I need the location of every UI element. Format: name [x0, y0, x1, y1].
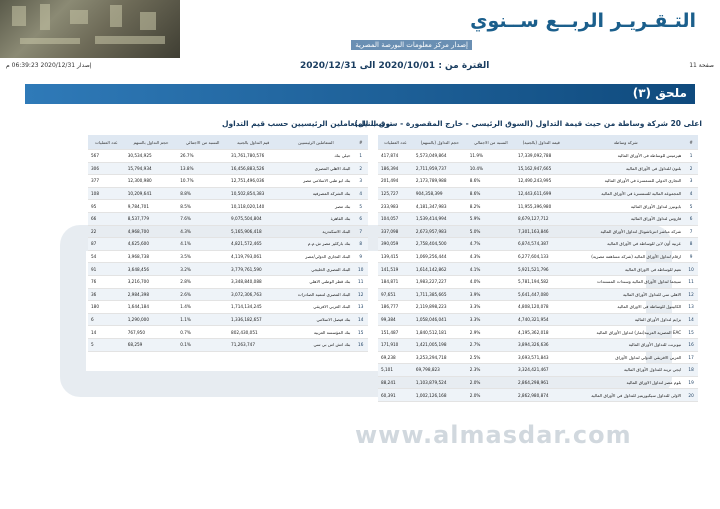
value-cell: 3.5%: [177, 250, 228, 263]
name-cell: بنك فيصل الاسلامي: [278, 313, 353, 326]
column-header: قيمة التداول (بالجنية): [515, 135, 568, 150]
value-cell: 186,777: [378, 301, 413, 314]
value-cell: 1,421,005,198: [413, 338, 467, 351]
rank-cell: 1: [684, 150, 698, 163]
value-cell: 2,673,957,983: [413, 225, 467, 238]
value-cell: 2,984,398: [125, 288, 178, 301]
value-cell: 26.7%: [177, 150, 228, 163]
value-cell: 8.6%: [467, 187, 515, 200]
value-cell: 8.6%: [467, 175, 515, 188]
value-cell: 31,761,780,576: [228, 150, 278, 163]
name-cell: بنك اتش اس بي سي: [278, 338, 353, 351]
rank-cell: 19: [684, 376, 698, 389]
value-cell: 104,057: [378, 212, 413, 225]
value-cell: 1,058,046,041: [413, 313, 467, 326]
rank-cell: 12: [353, 288, 368, 301]
value-cell: 5,781,194,582: [515, 275, 568, 288]
section-bar: [25, 84, 695, 104]
name-cell: بنك الشركة المصرفية: [278, 187, 353, 200]
value-cell: 417,874: [378, 150, 413, 163]
value-cell: 10,502,854,383: [228, 187, 278, 200]
value-cell: 2,711,959,737: [413, 162, 467, 175]
table-row: [378, 364, 698, 377]
table-row: [378, 376, 698, 389]
section-title: ملحق (٣): [632, 86, 687, 100]
rank-cell: 13: [353, 301, 368, 314]
value-cell: 5,101: [378, 364, 413, 377]
value-cell: 10.7%: [177, 175, 228, 188]
value-cell: 1,539,414,994: [413, 212, 467, 225]
value-cell: 4.7%: [467, 238, 515, 251]
value-cell: 1,002,126,168: [413, 389, 467, 402]
rank-cell: 20: [684, 389, 698, 402]
value-cell: 16,456,883,526: [228, 162, 278, 175]
rank-cell: 9: [684, 250, 698, 263]
name-cell: حيلي بنك: [278, 150, 353, 163]
value-cell: 69,238: [378, 351, 413, 364]
value-cell: 767,950: [125, 326, 178, 339]
value-cell: 76: [88, 275, 125, 288]
value-cell: 4,968,700: [125, 225, 178, 238]
rank-cell: 17: [684, 351, 698, 364]
value-cell: 3,648,456: [125, 263, 178, 276]
rank-cell: 4: [353, 187, 368, 200]
name-cell: هيرميس للوساطة فى الأوراق المالية: [567, 150, 684, 163]
value-cell: 0.1%: [177, 338, 228, 351]
value-cell: 2.8%: [177, 275, 228, 288]
value-cell: 54: [88, 250, 125, 263]
rank-cell: 1: [353, 150, 368, 163]
report-title: التـقـريـر الربــع ســنوي: [470, 10, 696, 32]
page-number: صفحة 11: [689, 62, 714, 69]
value-cell: 3,253,294,718: [413, 351, 467, 364]
rank-cell: 15: [684, 326, 698, 339]
table-row: [378, 351, 698, 364]
right-table-title: اعلى 20 شركة وساطة من حيث قيمة التداول (السوق الرئيسي - خارج المقصورة - سوق النيل): [354, 119, 702, 128]
name-cell: الكابيتول للوساطة فى الاوراق المالية: [567, 301, 684, 314]
rank-cell: 8: [684, 238, 698, 251]
value-cell: 186,394: [378, 162, 413, 175]
name-cell: بايونيرز لتداول الأوراق المالية: [567, 200, 684, 213]
rank-cell: 14: [684, 313, 698, 326]
name-cell: العربي الافريقي الدولي لتداول الأوراق: [567, 351, 684, 364]
value-cell: 6,277,604,133: [515, 250, 568, 263]
name-cell: البنك الاهلي المصري: [278, 162, 353, 175]
value-cell: 5.0%: [467, 225, 515, 238]
value-cell: 9,784,701: [125, 200, 178, 213]
header-photo: [0, 0, 180, 58]
rank-cell: 7: [684, 225, 698, 238]
table-row: [378, 326, 698, 339]
value-cell: 4,808,120,078: [515, 301, 568, 314]
value-cell: 11.9%: [467, 150, 515, 163]
name-cell: التجاري الدولي للسمسرة في الأوراق المالية: [567, 175, 684, 188]
table-row: [378, 301, 698, 314]
value-cell: 3,693,571,843: [515, 351, 568, 364]
table-row: [88, 175, 368, 188]
value-cell: 12,751,496,036: [228, 175, 278, 188]
rank-cell: 16: [684, 338, 698, 351]
column-header: قيم التداول بالجنية: [228, 135, 278, 150]
table-header-row: [378, 135, 698, 150]
rank-cell: 6: [353, 212, 368, 225]
table-row: [88, 187, 368, 200]
table-row: [378, 212, 698, 225]
value-cell: 7,301,163,846: [515, 225, 568, 238]
value-cell: 3,968,738: [125, 250, 178, 263]
name-cell: البنك الاسكندرية: [278, 225, 353, 238]
value-cell: 3.3%: [467, 313, 515, 326]
table-row: [88, 162, 368, 175]
rank-cell: 11: [353, 275, 368, 288]
value-cell: 904,358,399: [413, 187, 467, 200]
name-cell: نيوبرنت للتداول الأوراق المالية: [567, 338, 684, 351]
rank-cell: 9: [353, 250, 368, 263]
value-cell: 12,490,243,995: [515, 175, 568, 188]
column-header: شركة وساطة: [567, 135, 684, 150]
value-cell: 180: [88, 301, 125, 314]
rank-cell: 7: [353, 225, 368, 238]
table-row: [88, 212, 368, 225]
table-row: [88, 338, 368, 351]
value-cell: 4,821,572,465: [228, 238, 278, 251]
value-cell: 5,165,906,418: [228, 225, 278, 238]
value-cell: 2,758,404,500: [413, 238, 467, 251]
value-cell: 3.9%: [467, 288, 515, 301]
value-cell: 4,740,321,954: [515, 313, 568, 326]
rank-cell: 18: [684, 364, 698, 377]
value-cell: 1,290,000: [125, 313, 178, 326]
value-cell: 30,534,925: [125, 150, 178, 163]
name-cell: نعيم للوساطة فى الاوراق المالية: [567, 263, 684, 276]
table-row: [378, 338, 698, 351]
value-cell: 3.3%: [467, 301, 515, 314]
value-cell: 66: [88, 212, 125, 225]
value-cell: 567: [88, 150, 125, 163]
value-cell: 69,798,823: [413, 364, 467, 377]
name-cell: ارقام لتداول الأوراق المالية (شركة مساهمة مصرية): [567, 250, 684, 263]
name-cell: بنك ابو ظبي الاسلامي مصر: [278, 175, 353, 188]
table-row: [378, 238, 698, 251]
table-row: [88, 238, 368, 251]
value-cell: 5,573,049,864: [413, 150, 467, 163]
value-cell: 1,840,512,181: [413, 326, 467, 339]
value-cell: 108: [88, 187, 125, 200]
rank-cell: 15: [353, 326, 368, 339]
rank-cell: 4: [684, 187, 698, 200]
value-cell: 337,098: [378, 225, 413, 238]
table-row: [378, 175, 698, 188]
value-cell: 6: [88, 313, 125, 326]
name-cell: البنك المصري الخليجي: [278, 263, 353, 276]
value-cell: 1,336,182,657: [228, 313, 278, 326]
name-cell: بنك القاهرة: [278, 212, 353, 225]
rank-cell: 12: [684, 288, 698, 301]
table-header-row: [88, 135, 368, 150]
rank-cell: 10: [353, 263, 368, 276]
report-subtitle: إصدار مركز معلومات البورصة المصرية: [351, 40, 472, 50]
value-cell: 233,983: [378, 200, 413, 213]
value-cell: 8.2%: [467, 200, 515, 213]
value-cell: 5,641,447,080: [515, 288, 568, 301]
value-cell: 8.8%: [177, 187, 228, 200]
value-cell: 97,651: [378, 288, 413, 301]
value-cell: 5,921,521,796: [515, 263, 568, 276]
value-cell: 71,263,747: [228, 338, 278, 351]
rank-cell: 2: [353, 162, 368, 175]
watermark-url: www.almasdar.com: [355, 421, 632, 449]
table-row: [88, 250, 368, 263]
value-cell: 17,339,092,788: [515, 150, 568, 163]
rank-cell: 16: [353, 338, 368, 351]
value-cell: 87: [88, 238, 125, 251]
table-row: [88, 313, 368, 326]
value-cell: 4.1%: [177, 238, 228, 251]
value-cell: 2.0%: [467, 389, 515, 402]
table-row: [378, 162, 698, 175]
table-row: [88, 326, 368, 339]
table-row: [378, 313, 698, 326]
value-cell: 12,443,611,699: [515, 187, 568, 200]
table-row: [88, 301, 368, 314]
value-cell: 306: [88, 162, 125, 175]
column-header: عدد العمليات: [378, 135, 413, 150]
rank-cell: 14: [353, 313, 368, 326]
table-row: [378, 187, 698, 200]
name-cell: المجموعة المالية للسمسرة في الأوراق المالية: [567, 187, 684, 200]
value-cell: 4.1%: [467, 263, 515, 276]
table-row: [378, 200, 698, 213]
value-cell: 11,955,396,980: [515, 200, 568, 213]
name-cell: سيجما لتداول الأوراق المالية وسندات المستندات: [567, 275, 684, 288]
value-cell: 10,209,641: [125, 187, 178, 200]
value-cell: 377: [88, 175, 125, 188]
rank-cell: 3: [353, 175, 368, 188]
rank-cell: 13: [684, 301, 698, 314]
value-cell: 3,348,840,088: [228, 275, 278, 288]
value-cell: 36: [88, 288, 125, 301]
value-cell: 2.0%: [467, 376, 515, 389]
value-cell: 2.6%: [177, 288, 228, 301]
value-cell: 2.7%: [467, 338, 515, 351]
value-cell: 12,300,980: [125, 175, 178, 188]
rank-cell: 6: [684, 212, 698, 225]
value-cell: 4.3%: [467, 250, 515, 263]
value-cell: 8.5%: [177, 200, 228, 213]
value-cell: 22: [88, 225, 125, 238]
value-cell: 3,324,421,467: [515, 364, 568, 377]
value-cell: 60,391: [378, 389, 413, 402]
value-cell: 8,679,127,712: [515, 212, 568, 225]
value-cell: 3,216,700: [125, 275, 178, 288]
table-row: [378, 250, 698, 263]
value-cell: 5: [88, 338, 125, 351]
name-cell: بلوم مصر لتداول الاوراق المالية: [567, 376, 684, 389]
table-row: [88, 263, 368, 276]
period-range: الفترة من : 2020/10/01 الى 2020/12/31: [300, 61, 490, 71]
value-cell: 184,871: [378, 275, 413, 288]
value-cell: 2,864,298,961: [515, 376, 568, 389]
value-cell: 2,173,789,988: [413, 175, 467, 188]
table-row: [88, 150, 368, 163]
issue-timestamp: إصدار 2020/12/31 06:39:23 م: [6, 62, 92, 69]
table-row: [378, 225, 698, 238]
value-cell: 5.9%: [467, 212, 515, 225]
column-header: #: [684, 135, 698, 150]
value-cell: 15,794,934: [125, 162, 178, 175]
name-cell: فاروس لتداول الأوراق المالية: [567, 212, 684, 225]
value-cell: 1,714,134,245: [228, 301, 278, 314]
value-cell: 4,625,600: [125, 238, 178, 251]
rank-cell: 2: [684, 162, 698, 175]
value-cell: 7.6%: [177, 212, 228, 225]
name-cell: بلتون للتداول فى الأوراق المالية: [567, 162, 684, 175]
table-row: [378, 288, 698, 301]
table-row: [88, 288, 368, 301]
value-cell: 68,259: [125, 338, 178, 351]
value-cell: 8,537,779: [125, 212, 178, 225]
table-row: [88, 225, 368, 238]
value-cell: 1.1%: [177, 313, 228, 326]
column-header: حجم التداول (بالسهم): [413, 135, 467, 150]
value-cell: 3,072,306,763: [228, 288, 278, 301]
name-cell: البنك العربي الافريقي: [278, 301, 353, 314]
value-cell: 390,059: [378, 238, 413, 251]
table-row: [88, 275, 368, 288]
value-cell: 151,487: [378, 326, 413, 339]
value-cell: 0.7%: [177, 326, 228, 339]
value-cell: 4,195,362,018: [515, 326, 568, 339]
rank-cell: 11: [684, 275, 698, 288]
value-cell: 1,103,879,524: [413, 376, 467, 389]
value-cell: 10.4%: [467, 162, 515, 175]
name-cell: البنك المصري لتنمية الصادرات: [278, 288, 353, 301]
column-header: المتعاملين الرئيسيين: [278, 135, 353, 150]
rank-cell: 10: [684, 263, 698, 276]
name-cell: بنك مصر: [278, 200, 353, 213]
name-cell: برايم لتداول الأوراق المالية: [567, 313, 684, 326]
table-row: [88, 200, 368, 213]
name-cell: الاولى للتداول سيكيوريتيز للتداول في الأوراق المالية: [567, 389, 684, 402]
name-cell: شركة مباشر انترناشونال لتداول الأوراق المالية: [567, 225, 684, 238]
value-cell: 14: [88, 326, 125, 339]
value-cell: 91: [88, 263, 125, 276]
value-cell: 1,644,184: [125, 301, 178, 314]
name-cell: بنك المؤسسة العربية: [278, 326, 353, 339]
main-traders-table: [88, 135, 368, 352]
value-cell: 2.5%: [467, 351, 515, 364]
value-cell: 1,711,385,665: [413, 288, 467, 301]
value-cell: 2,862,980,874: [515, 389, 568, 402]
value-cell: 3.2%: [177, 263, 228, 276]
value-cell: 4.0%: [467, 275, 515, 288]
name-cell: ايجي تريند للتداول الأوراق المالية: [567, 364, 684, 377]
value-cell: 95: [88, 200, 125, 213]
name-cell: عربية أون لاين للوساطة في الأوراق المالية: [567, 238, 684, 251]
rank-cell: 5: [353, 200, 368, 213]
value-cell: 4.3%: [177, 225, 228, 238]
value-cell: 6,874,574,387: [515, 238, 568, 251]
column-header: النسبة من الاجمالي: [177, 135, 228, 150]
value-cell: 2.3%: [467, 364, 515, 377]
value-cell: 1,069,256,444: [413, 250, 467, 263]
value-cell: 1,983,227,227: [413, 275, 467, 288]
value-cell: 171,910: [378, 338, 413, 351]
value-cell: 802,430,051: [228, 326, 278, 339]
value-cell: 3,894,326,636: [515, 338, 568, 351]
name-cell: بنك قطر الوطني الاهلي: [278, 275, 353, 288]
column-header: النسبة من الاجمالي: [467, 135, 515, 150]
rank-cell: 8: [353, 238, 368, 251]
value-cell: 15,162,947,665: [515, 162, 568, 175]
column-header: عدد العمليات: [88, 135, 125, 150]
column-header: حجم التداول بالسهم: [125, 135, 178, 150]
value-cell: 88,241: [378, 376, 413, 389]
value-cell: 125,727: [378, 187, 413, 200]
value-cell: 10,118,020,140: [228, 200, 278, 213]
value-cell: 99,384: [378, 313, 413, 326]
value-cell: 139,415: [378, 250, 413, 263]
name-cell: البنك التجاري الدولي/مصر: [278, 250, 353, 263]
left-table-title: ترتيب المتعاملين الرئيسيين حسب قيم التداول: [222, 119, 393, 128]
name-cell: بنك باركليز مصر ش.م.م: [278, 238, 353, 251]
table-row: [378, 389, 698, 402]
rank-cell: 3: [684, 175, 698, 188]
name-cell: EAC المصرية العربية(ثمار) لتداول الأوراق المالية: [567, 326, 684, 339]
value-cell: 4,119,793,061: [228, 250, 278, 263]
rank-cell: 5: [684, 200, 698, 213]
table-row: [378, 275, 698, 288]
value-cell: 141,519: [378, 263, 413, 276]
value-cell: 3,779,761,590: [228, 263, 278, 276]
value-cell: 1,614,142,862: [413, 263, 467, 276]
name-cell: الاهلي سي للتداول الأوراق المالية: [567, 288, 684, 301]
value-cell: 9,075,504,804: [228, 212, 278, 225]
table-row: [378, 263, 698, 276]
header-banner: [0, 0, 720, 58]
value-cell: 201,494: [378, 175, 413, 188]
value-cell: 13.8%: [177, 162, 228, 175]
value-cell: 4,181,347,983: [413, 200, 467, 213]
table-row: [378, 150, 698, 163]
value-cell: 2,119,898,223: [413, 301, 467, 314]
value-cell: 1.4%: [177, 301, 228, 314]
value-cell: 2.9%: [467, 326, 515, 339]
brokers-table: [378, 135, 698, 402]
column-header: #: [353, 135, 368, 150]
